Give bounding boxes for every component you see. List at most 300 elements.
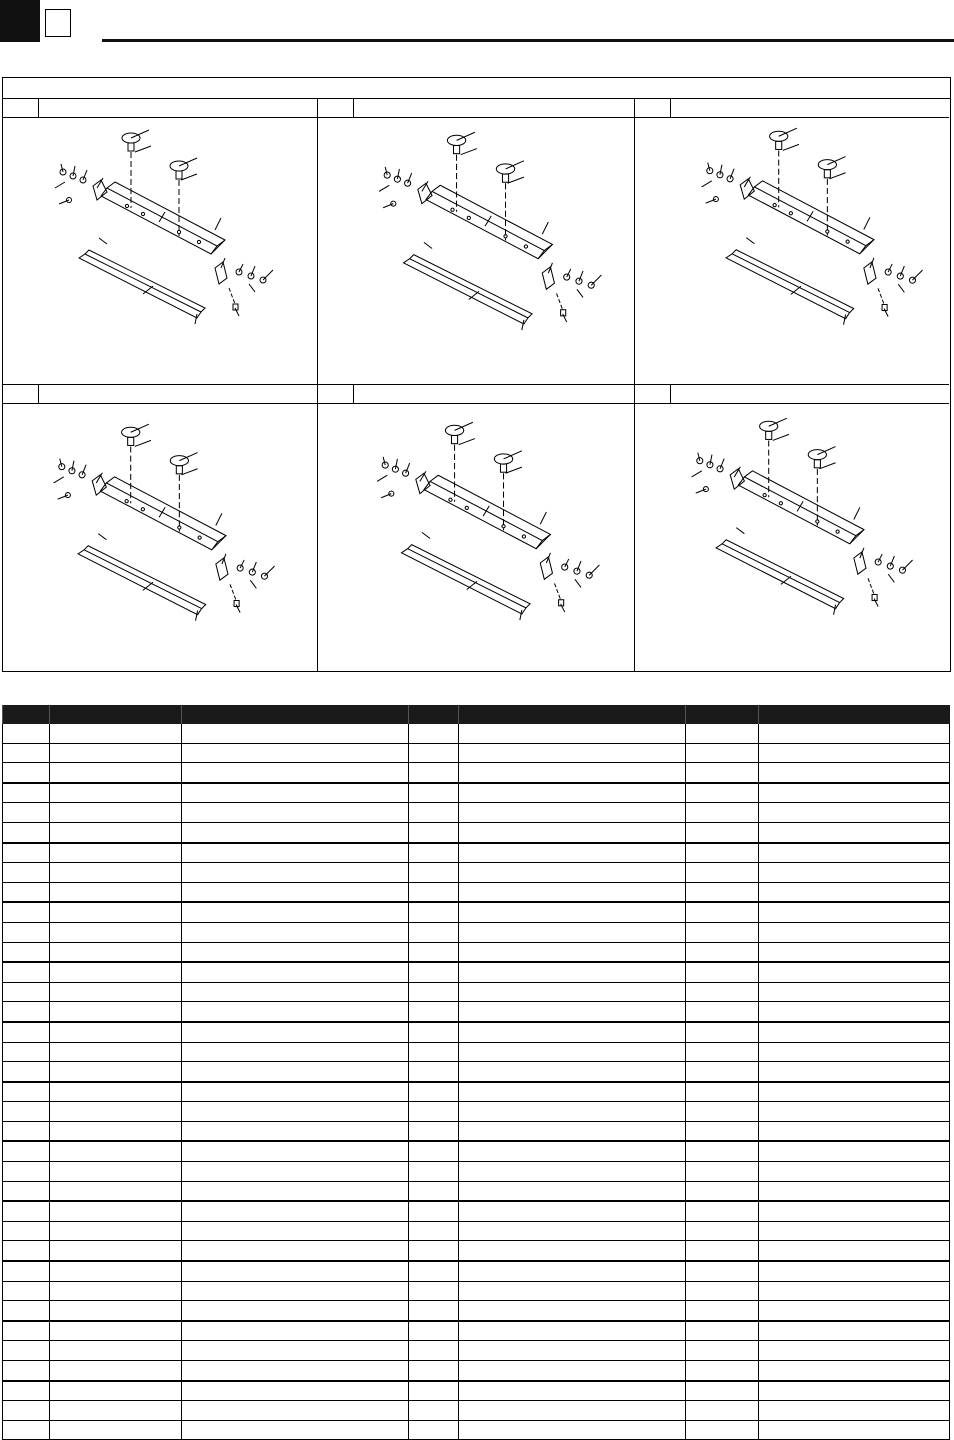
- left-screw: [703, 487, 708, 492]
- table-cell: [50, 783, 182, 803]
- table-cell: [459, 763, 686, 783]
- table-cell: [409, 1261, 459, 1281]
- table-cell: [409, 942, 459, 962]
- left-fitting: [727, 176, 733, 182]
- table-cell: [409, 1301, 459, 1321]
- left-screw: [389, 491, 394, 496]
- right-bracket: [215, 262, 227, 284]
- blade-strip-edge: [84, 546, 206, 609]
- table-cell: [759, 863, 950, 883]
- table-cell: [459, 922, 686, 942]
- callout-leader-line: [819, 463, 835, 469]
- callout-leader-line: [459, 439, 475, 445]
- table-cell: [3, 783, 50, 803]
- table-cell: [409, 1002, 459, 1022]
- table-cell: [50, 922, 182, 942]
- table-cell: [50, 1281, 182, 1301]
- table-cell: [50, 1181, 182, 1201]
- table-cell: [759, 1381, 950, 1401]
- knob-shaft: [824, 170, 830, 178]
- callout-leader-line: [82, 465, 86, 475]
- rail-end-edge: [850, 530, 864, 544]
- table-row: [3, 902, 950, 922]
- cell-key: [3, 99, 39, 117]
- table-cell: [3, 1121, 50, 1141]
- exploded-view-drawing: [635, 118, 949, 384]
- blade-strip: [726, 254, 850, 319]
- table-cell: [686, 1121, 759, 1141]
- blade-strip-edge: [85, 250, 205, 312]
- rail-end-edge: [538, 244, 552, 258]
- table-cell: [50, 803, 182, 823]
- table-cell: [686, 1261, 759, 1281]
- callout-leader-line: [575, 579, 581, 587]
- table-cell: [182, 942, 409, 962]
- table-row: [3, 1420, 950, 1440]
- exploded-view-drawing: [635, 404, 949, 672]
- right-fitting: [885, 269, 891, 275]
- table-cell: [50, 1082, 182, 1102]
- right-screw-axis: [878, 288, 884, 304]
- table-cell: [50, 942, 182, 962]
- table-row: [3, 1121, 950, 1141]
- table-row: [3, 942, 950, 962]
- table-cell: [759, 1361, 950, 1381]
- table-cell: [182, 1381, 409, 1401]
- table-cell: [459, 1261, 686, 1281]
- callout-leader-line: [385, 167, 387, 175]
- table-cell: [759, 1162, 950, 1182]
- callout-leader-line: [377, 475, 387, 481]
- table-cell: [459, 1281, 686, 1301]
- table-cell: [409, 724, 459, 743]
- table-cell: [409, 803, 459, 823]
- callout-leader-line: [383, 457, 385, 465]
- table-cell: [50, 1201, 182, 1221]
- table-cell: [459, 1042, 686, 1062]
- callout-leader-line: [250, 580, 256, 588]
- rail-hole: [836, 530, 839, 533]
- exploded-assembly: [377, 422, 599, 620]
- table-cell: [3, 962, 50, 982]
- table-cell: [182, 822, 409, 842]
- table-cell: [686, 982, 759, 1002]
- table-cell: [182, 922, 409, 942]
- panel-caption: [3, 78, 950, 99]
- table-row: [3, 882, 950, 902]
- table-cell: [459, 962, 686, 982]
- table-cell: [686, 1002, 759, 1022]
- table-cell: [759, 982, 950, 1002]
- table-row: [3, 863, 950, 883]
- table-cell: [409, 1121, 459, 1141]
- exploded-view-drawing: [318, 118, 634, 384]
- rail-hole: [779, 502, 782, 505]
- callout-leader-line: [710, 455, 712, 465]
- callout-leader-line: [736, 528, 744, 534]
- rail-top-face: [754, 181, 874, 246]
- cell-header: [3, 385, 317, 404]
- table-cell: [50, 902, 182, 922]
- table-row: [3, 962, 950, 982]
- callout-leader-line: [98, 534, 106, 540]
- table-cell: [182, 1022, 409, 1042]
- right-screw-axis: [557, 293, 563, 309]
- table-cell: [182, 1102, 409, 1122]
- table-row: [3, 1281, 950, 1301]
- table-cell: [759, 1221, 950, 1241]
- table-cell: [3, 1301, 50, 1321]
- callout-leader-line: [829, 173, 845, 179]
- table-cell: [3, 1321, 50, 1341]
- table-cell: [759, 763, 950, 783]
- table-cell: [459, 1321, 686, 1341]
- table-cell: [409, 822, 459, 842]
- diagram-cell-1: [3, 99, 317, 384]
- callout-leader-line: [834, 605, 836, 615]
- table-cell: [459, 942, 686, 962]
- col-header: [759, 705, 950, 724]
- table-row: [3, 1022, 950, 1042]
- table-cell: [759, 962, 950, 982]
- callout-leader-line: [483, 506, 489, 516]
- table-cell: [459, 822, 686, 842]
- table-cell: [3, 863, 50, 883]
- table-cell: [686, 1361, 759, 1381]
- table-row: [3, 783, 950, 803]
- knob-shaft: [452, 436, 458, 444]
- callout-leader-line: [196, 611, 198, 621]
- table-cell: [50, 1341, 182, 1361]
- table-cell: [686, 1042, 759, 1062]
- table-cell: [50, 1062, 182, 1082]
- table-row: [3, 1062, 950, 1082]
- table-cell: [686, 724, 759, 743]
- table-cell: [182, 1361, 409, 1381]
- callout-leader-line: [395, 459, 397, 469]
- rail-hole: [789, 212, 792, 215]
- callout-leader-line: [854, 507, 860, 519]
- table-cell: [759, 1341, 950, 1361]
- right-fitting: [564, 274, 570, 280]
- table-cell: [50, 1221, 182, 1241]
- callout-leader-line: [397, 169, 399, 179]
- table-cell: [686, 843, 759, 863]
- table-row: [3, 1201, 950, 1221]
- rail-hole: [763, 494, 766, 497]
- table-cell: [759, 1321, 950, 1341]
- table-cell: [459, 863, 686, 883]
- table-cell: [409, 1341, 459, 1361]
- rail-hole: [141, 508, 144, 511]
- blade-strip: [404, 259, 528, 324]
- table-cell: [182, 763, 409, 783]
- table-cell: [459, 1121, 686, 1141]
- callout-leader-line: [520, 610, 522, 620]
- right-bracket: [540, 557, 552, 579]
- callout-leader-line: [589, 565, 599, 575]
- table-cell: [759, 1062, 950, 1082]
- table-cell: [759, 1281, 950, 1301]
- table-row: [3, 724, 950, 743]
- callout-leader-line: [698, 453, 700, 461]
- callout-leader-line: [263, 270, 273, 280]
- right-screw-axis: [229, 288, 235, 304]
- table-cell: [759, 843, 950, 863]
- table-cell: [50, 1401, 182, 1421]
- blade-strip-edge: [722, 540, 844, 603]
- table-cell: [3, 902, 50, 922]
- table-cell: [3, 822, 50, 842]
- rail-part: [424, 481, 542, 548]
- blade-strip: [79, 254, 201, 318]
- col-header: [182, 705, 409, 724]
- table-cell: [3, 1181, 50, 1201]
- table-row: [3, 1002, 950, 1022]
- blade-strip: [716, 544, 840, 609]
- callout-leader-line: [99, 238, 107, 244]
- table-cell: [3, 1002, 50, 1022]
- exploded-assembly: [54, 424, 275, 621]
- table-cell: [409, 902, 459, 922]
- table-cell: [759, 942, 950, 962]
- table-cell: [686, 1221, 759, 1241]
- table-cell: [3, 1162, 50, 1182]
- table-cell: [759, 882, 950, 902]
- table-row: [3, 1241, 950, 1261]
- table-cell: [182, 1221, 409, 1241]
- table-cell: [686, 822, 759, 842]
- rail-hole: [197, 240, 200, 243]
- exploded-assembly: [692, 418, 913, 615]
- table-cell: [409, 922, 459, 942]
- callout-leader-line: [135, 440, 151, 446]
- callout-leader-line: [379, 185, 389, 191]
- table-cell: [3, 803, 50, 823]
- table-cell: [3, 1042, 50, 1062]
- col-header: [459, 705, 686, 724]
- col-header: [686, 705, 759, 724]
- right-screw-axis: [555, 583, 561, 599]
- table-cell: [686, 962, 759, 982]
- table-cell: [182, 1321, 409, 1341]
- table-cell: [182, 882, 409, 902]
- table-cell: [686, 1022, 759, 1042]
- rail-part: [748, 187, 866, 254]
- callout-leader-line: [783, 144, 799, 150]
- table-cell: [759, 1141, 950, 1161]
- table-cell: [3, 1241, 50, 1261]
- table-cell: [459, 1341, 686, 1361]
- rail-top-face: [107, 182, 225, 246]
- callout-leader-line: [902, 560, 912, 570]
- table-cell: [409, 1241, 459, 1261]
- table-cell: [50, 1002, 182, 1022]
- table-cell: [459, 1301, 686, 1321]
- table-cell: [182, 1181, 409, 1201]
- table-cell: [50, 1301, 182, 1321]
- callout-leader-line: [55, 182, 65, 188]
- cell-header: [318, 99, 634, 118]
- table-cell: [50, 1022, 182, 1042]
- table-cell: [182, 743, 409, 763]
- table-cell: [409, 882, 459, 902]
- diagram-cell-2: [318, 99, 634, 384]
- table-cell: [182, 843, 409, 863]
- table-cell: [459, 1002, 686, 1022]
- callout-leader-line: [424, 242, 432, 248]
- blade-strip-edge: [732, 250, 854, 313]
- table-cell: [686, 942, 759, 962]
- table-cell: [459, 1162, 686, 1182]
- table-cell: [3, 1341, 50, 1361]
- table-cell: [409, 1401, 459, 1421]
- table-cell: [182, 1162, 409, 1182]
- table-cell: [759, 1261, 950, 1281]
- callout-leader-line: [579, 271, 583, 281]
- table-cell: [686, 1341, 759, 1361]
- callout-leader-line: [912, 270, 922, 280]
- callout-leader-line: [567, 269, 571, 277]
- table-cell: [409, 1082, 459, 1102]
- cell-key: [318, 385, 354, 403]
- callout-leader-line: [844, 315, 846, 325]
- table-cell: [759, 803, 950, 823]
- table-cell: [3, 1022, 50, 1042]
- table-cell: [50, 1261, 182, 1281]
- table-cell: [182, 724, 409, 743]
- cell-header: [635, 99, 949, 118]
- rail-hole: [522, 535, 525, 538]
- right-bracket: [216, 558, 228, 580]
- knob-shaft: [128, 437, 134, 445]
- knob-shaft: [176, 171, 182, 179]
- exploded-view-drawing: [3, 404, 317, 672]
- rail-end-edge: [212, 536, 226, 550]
- table-cell: [3, 1281, 50, 1301]
- table-cell: [459, 1082, 686, 1102]
- right-bracket: [864, 262, 876, 284]
- exploded-assembly: [55, 130, 273, 324]
- rail-hole: [846, 240, 849, 243]
- table-cell: [409, 743, 459, 763]
- callout-leader-line: [864, 217, 870, 229]
- table-row: [3, 1141, 950, 1161]
- callout-leader-line: [72, 461, 74, 471]
- callout-leader-line: [900, 266, 904, 276]
- table-cell: [409, 962, 459, 982]
- table-cell: [50, 1241, 182, 1261]
- table-cell: [3, 1102, 50, 1122]
- rail-top-face: [106, 477, 226, 542]
- table-cell: [409, 1022, 459, 1042]
- table-cell: [459, 1102, 686, 1122]
- callout-leader-line: [239, 264, 243, 272]
- table-header-row: [3, 705, 950, 724]
- table-cell: [759, 1082, 950, 1102]
- table-cell: [50, 843, 182, 863]
- table-cell: [459, 724, 686, 743]
- table-cell: [459, 803, 686, 823]
- table-cell: [686, 1420, 759, 1440]
- table-cell: [459, 743, 686, 763]
- table-row: [3, 1181, 950, 1201]
- table-cell: [50, 962, 182, 982]
- rail-hole: [451, 208, 454, 211]
- table-cell: [182, 1241, 409, 1261]
- exploded-assembly: [379, 132, 601, 330]
- table-cell: [50, 1141, 182, 1161]
- table-cell: [409, 1420, 459, 1440]
- rail-end-edge: [211, 240, 225, 254]
- table-cell: [182, 1082, 409, 1102]
- table-cell: [686, 803, 759, 823]
- rail-hole: [465, 506, 468, 509]
- rail-end-edge: [860, 240, 874, 254]
- table-cell: [686, 743, 759, 763]
- table-cell: [182, 1002, 409, 1022]
- callout-leader-line: [708, 163, 710, 171]
- right-bracket: [854, 552, 866, 574]
- callout-leader-line: [878, 554, 882, 562]
- table-row: [3, 982, 950, 1002]
- rail-hole: [449, 498, 452, 501]
- callout-leader-line: [60, 459, 62, 467]
- section-number-box: [45, 9, 71, 37]
- table-cell: [50, 724, 182, 743]
- table-row: [3, 763, 950, 783]
- rail-hole: [198, 536, 201, 539]
- table-cell: [182, 803, 409, 823]
- callout-leader-line: [565, 559, 569, 567]
- table-cell: [409, 1042, 459, 1062]
- table-cell: [3, 882, 50, 902]
- table-cell: [459, 1022, 686, 1042]
- knob-shaft: [766, 431, 772, 439]
- callout-leader-line: [240, 560, 244, 568]
- right-fitting: [249, 569, 255, 575]
- table-cell: [50, 863, 182, 883]
- table-cell: [459, 882, 686, 902]
- table-cell: [686, 1321, 759, 1341]
- table-row: [3, 1361, 950, 1381]
- table-cell: [686, 1062, 759, 1082]
- table-cell: [3, 1141, 50, 1161]
- table-cell: [3, 763, 50, 783]
- table-cell: [759, 1401, 950, 1421]
- table-cell: [182, 1281, 409, 1301]
- table-cell: [409, 843, 459, 863]
- right-fitting: [875, 559, 881, 565]
- callout-leader-line: [135, 146, 151, 152]
- diagram-cell-6: [635, 385, 949, 672]
- callout-leader-line: [577, 289, 583, 297]
- table-cell: [686, 783, 759, 803]
- table-cell: [759, 1022, 950, 1042]
- table-cell: [182, 1121, 409, 1141]
- table-cell: [409, 763, 459, 783]
- blade-strip-edge: [410, 255, 532, 318]
- table-row: [3, 1082, 950, 1102]
- cell-header: [635, 385, 949, 404]
- table-cell: [50, 1162, 182, 1182]
- callout-leader-line: [159, 212, 165, 222]
- callout-leader-line: [249, 284, 255, 292]
- blade-strip: [402, 549, 526, 614]
- table-cell: [182, 1201, 409, 1221]
- table-cell: [50, 743, 182, 763]
- table-cell: [3, 1361, 50, 1381]
